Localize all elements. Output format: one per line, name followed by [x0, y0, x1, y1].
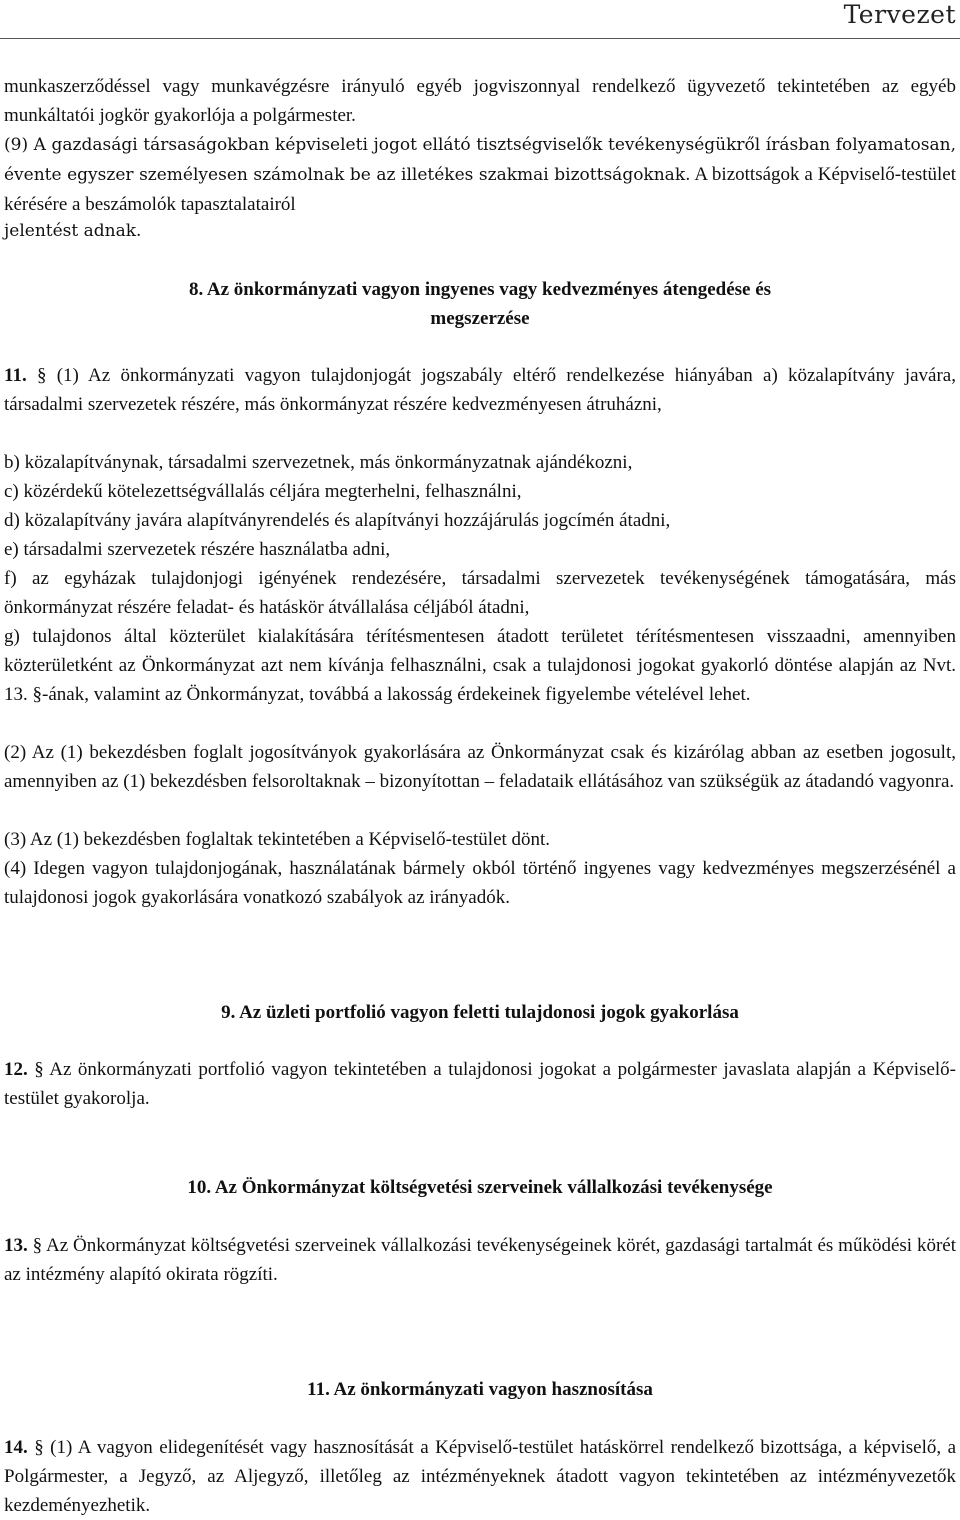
paragraph-number: 13.: [4, 1235, 28, 1256]
list-item-d: d) közalapítvány javára alapítványrendelés és alapítványi hozzájárulás jogcímén átadni,: [4, 510, 671, 531]
list-item-g: g) tulajdonos által közterület kialakítására térítésmentesen átadott területet térítésmentesen visszaadni, amennyiben közterületként az Önkormányzat azt nem kívánja felhasználni, csak a tulajdonosi jogokat gyakorló döntése alapján az Nvt. 13. §-ának, valamint az Önkormányzat, továbbá a lakosság érdekeinek figyelembe vételével lehet.: [4, 626, 956, 705]
intro-paragraph-2-tail: A bizottságok a Képviselő-testület kérésére a beszámolók tapasztalatairól: [4, 164, 956, 215]
section-9-heading: 9. Az üzleti portfolió vagyon feletti tulajdonosi jogok gyakorlása: [221, 1002, 739, 1023]
section-10-heading: 10. Az Önkormányzat költségvetési szerveinek vállalkozási tevékenysége: [187, 1177, 773, 1198]
draft-stamp: Tervezet: [843, 0, 956, 29]
section-13-paragraph: [4, 1231, 956, 1289]
section-11-paragraph-1: [4, 361, 956, 419]
paragraph-text: (1) Az önkormányzati vagyon tulajdonjogát jogszabály eltérő rendelkezése hiányában a) közalapítvány javára, társadalmi szervezetek részére, más önkormányzat részére kedvezményesen átruházni,: [4, 365, 956, 415]
section-11-paragraph-2: (2) Az (1) bekezdésben foglalt jogosítványok gyakorlására az Önkormányzat csak és kizárólag abban az esetben jogosult, amennyiben az (1) bekezdésben felsoroltaknak – bizonyítottan – feladataik ellátásához van szükségük az átadandó vagyonra.: [4, 742, 956, 792]
section-sign: §: [34, 1059, 44, 1080]
list-item-f: f) az egyházak tulajdonjogi igényének rendezésére, társadalmi szervezetek tevékenységének támogatására, más önkormányzat részére feladat- és hatáskör átvállalása céljából átadni,: [4, 568, 956, 618]
intro-paragraph-3: jelentést adnak.: [4, 221, 142, 241]
paragraph-text: Az Önkormányzat költségvetési szerveinek vállalkozási tevékenységeinek körét, gazdasági tartalmát és működési körét az intézmény alapító okirata rögzíti.: [4, 1235, 956, 1285]
section-11-paragraph-3: (3) Az (1) bekezdésben foglaltak tekintetében a Képviselő-testület dönt.: [4, 829, 551, 850]
section-sign: §: [34, 1437, 44, 1458]
list-item-e: e) társadalmi szervezetek részére használatba adni,: [4, 539, 391, 560]
intro-paragraph-1: munkaszerződéssel vagy munkavégzésre irányuló egyéb jogviszonnyal rendelkező ügyvezető tekintetében az egyéb munkáltatói jogkör gyakorlója a polgármester.: [4, 76, 956, 126]
section-8-heading-line-1: 8. Az önkormányzati vagyon ingyenes vagy kedvezményes átengedése és: [188, 279, 772, 300]
section-8-heading-line-2: megszerzése: [430, 308, 530, 329]
section-11-paragraph-4: (4) Idegen vagyon tulajdonjogának, használatának bármely okból történő ingyenes vagy kedvezményes megszerzésénél a tulajdonosi jogok gyakorlására vonatkozó szabályok az irányadók.: [4, 858, 956, 908]
list-item-c: c) közérdekű kötelezettségvállalás céljára megterhelni, felhasználni,: [4, 481, 522, 502]
section-sign: §: [32, 1235, 43, 1256]
section-sign: §: [36, 365, 47, 386]
paragraph-text: Az önkormányzati portfolió vagyon tekintetében a tulajdonosi jogokat a polgármester javaslata alapján a Képviselő-testület gyakorolja.: [4, 1059, 957, 1109]
header-divider: [0, 38, 960, 39]
section-14-paragraph: [4, 1433, 956, 1520]
paragraph-number: 11.: [4, 365, 27, 386]
paragraph-number: 14.: [4, 1437, 28, 1458]
paragraph-text: (1) A vagyon elidegenítését vagy hasznosítását a Képviselő-testület hatáskörrel rendelkező bizottsága, a képviselő, a Polgármester, a Jegyző, az Aljegyző, illetőleg az intézményeknek átadott vagyon tekintetében az intézményvezetők kezdeményezhetik.: [4, 1437, 956, 1516]
section-12-paragraph: [4, 1055, 956, 1113]
intro-paragraph-2: [4, 130, 956, 219]
intro-paragraph-2-text: (9) A gazdasági társaságokban képviseleti jogot ellátó tisztségviselők tevékenységükről írásban folyamatosan, évente egyszer személyesen számolnak be az illetékes szakmai bizottságoknak.: [4, 135, 956, 185]
paragraph-number: 12.: [4, 1059, 28, 1080]
list-item-b: b) közalapítványnak, társadalmi szervezetnek, más önkormányzatnak ajándékozni,: [4, 452, 633, 473]
section-11-heading: 11. Az önkormányzati vagyon hasznosítása: [307, 1379, 653, 1400]
